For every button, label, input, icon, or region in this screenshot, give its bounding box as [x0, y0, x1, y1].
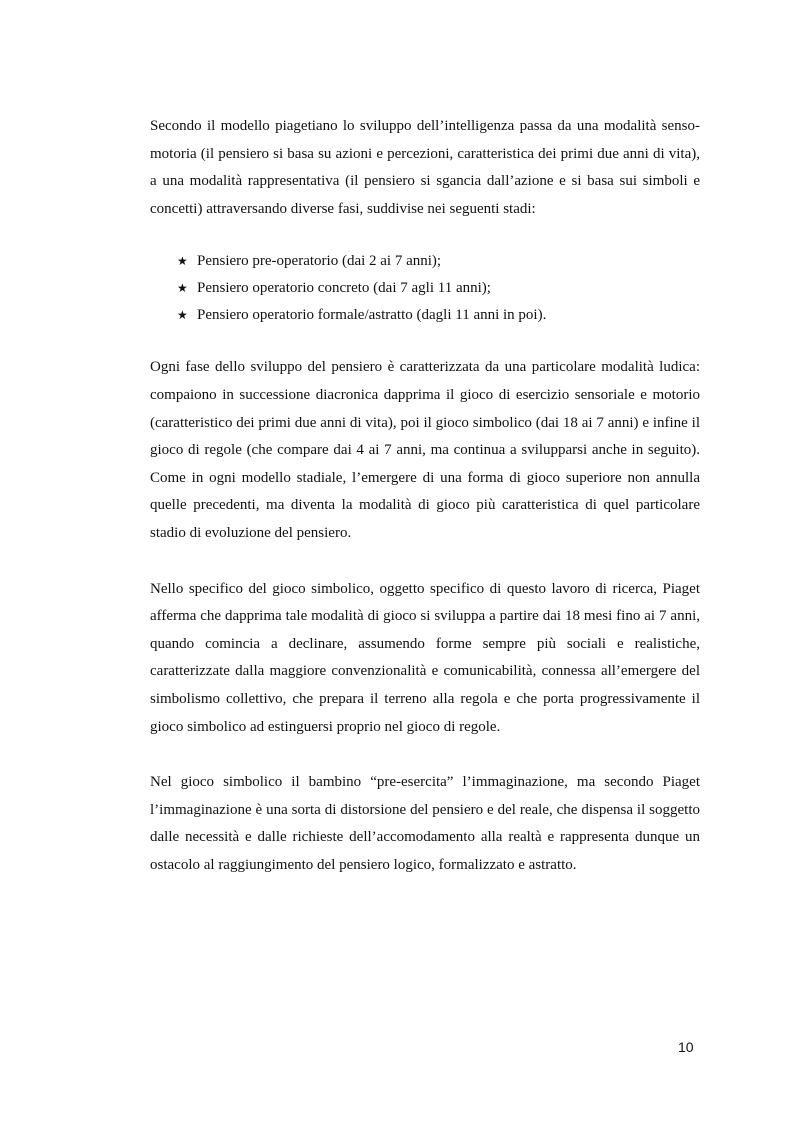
stages-list [150, 248, 700, 329]
list-item [177, 302, 700, 329]
list-item-text: Pensiero operatorio concreto (dai 7 agli 11 anni); [197, 280, 491, 297]
page-number: 10 [678, 1039, 694, 1055]
star-icon: ★ [177, 281, 188, 296]
paragraph-symbolic-play: Nello specifico del gioco simbolico, oggetto specifico di questo lavoro di ricerca, Piaget afferma che dapprima tale modalità di gioco si sviluppa a partire dai 18 mesi fino ai 7 anni, quando comincia a declinare, assumendo forme sempre più sociali e realistiche, caratterizzate dalla maggiore convenzionalità e comunicabilità, connessa all’emergere del simbolismo collettivo, che prepara il terreno alla regola e che porta progressivamente il gioco simbolico ad estinguersi proprio nel gioco di regole. [150, 580, 700, 735]
list-item [177, 248, 700, 275]
page-body [150, 113, 700, 879]
list-item-text: Pensiero pre-operatorio (dai 2 ai 7 anni); [197, 253, 442, 270]
paragraph-imagination: Nel gioco simbolico il bambino “pre-esercita” l’immaginazione, ma secondo Piaget l’immaginazione è una sorta di distorsione del pensiero e del reale, che dispensa il soggetto dalle necessità e dalle richieste dell’accomodamento alla realtà e rappresenta dunque un ostacolo al raggiungimento del pensiero logico, formalizzato e astratto. [150, 774, 700, 873]
paragraph-intro: Secondo il modello piagetiano lo sviluppo dell’intelligenza passa da una modalità senso-motoria (il pensiero si basa su azioni e percezioni, caratteristica dei primi due anni di vita), a una modalità rappresentativa (il pensiero si sgancia dall’azione e si basa sui simboli e concetti) attraversando diverse fasi, suddivise nei seguenti stadi: [150, 118, 700, 217]
list-item [177, 275, 700, 302]
star-icon: ★ [177, 254, 188, 269]
star-icon: ★ [177, 308, 188, 323]
list-item-text: Pensiero operatorio formale/astratto (dagli 11 anni in poi). [197, 307, 547, 324]
paragraph-play-stages: Ogni fase dello sviluppo del pensiero è caratterizzata da una particolare modalità ludica: compaiono in successione diacronica dapprima il gioco di esercizio sensoriale e motorio (caratteristico dei primi due anni di vita), poi il gioco simbolico (dai 18 ai 7 anni) e infine il gioco di regole (che compare dai 4 ai 7 anni, ma continua a svilupparsi anche in seguito). Come in ogni modello stadiale, l’emergere di una forma di gioco superiore non annulla quelle precedenti, ma diventa la modalità di gioco più caratteristica di quel particolare stadio di evoluzione del pensiero. [150, 359, 700, 541]
